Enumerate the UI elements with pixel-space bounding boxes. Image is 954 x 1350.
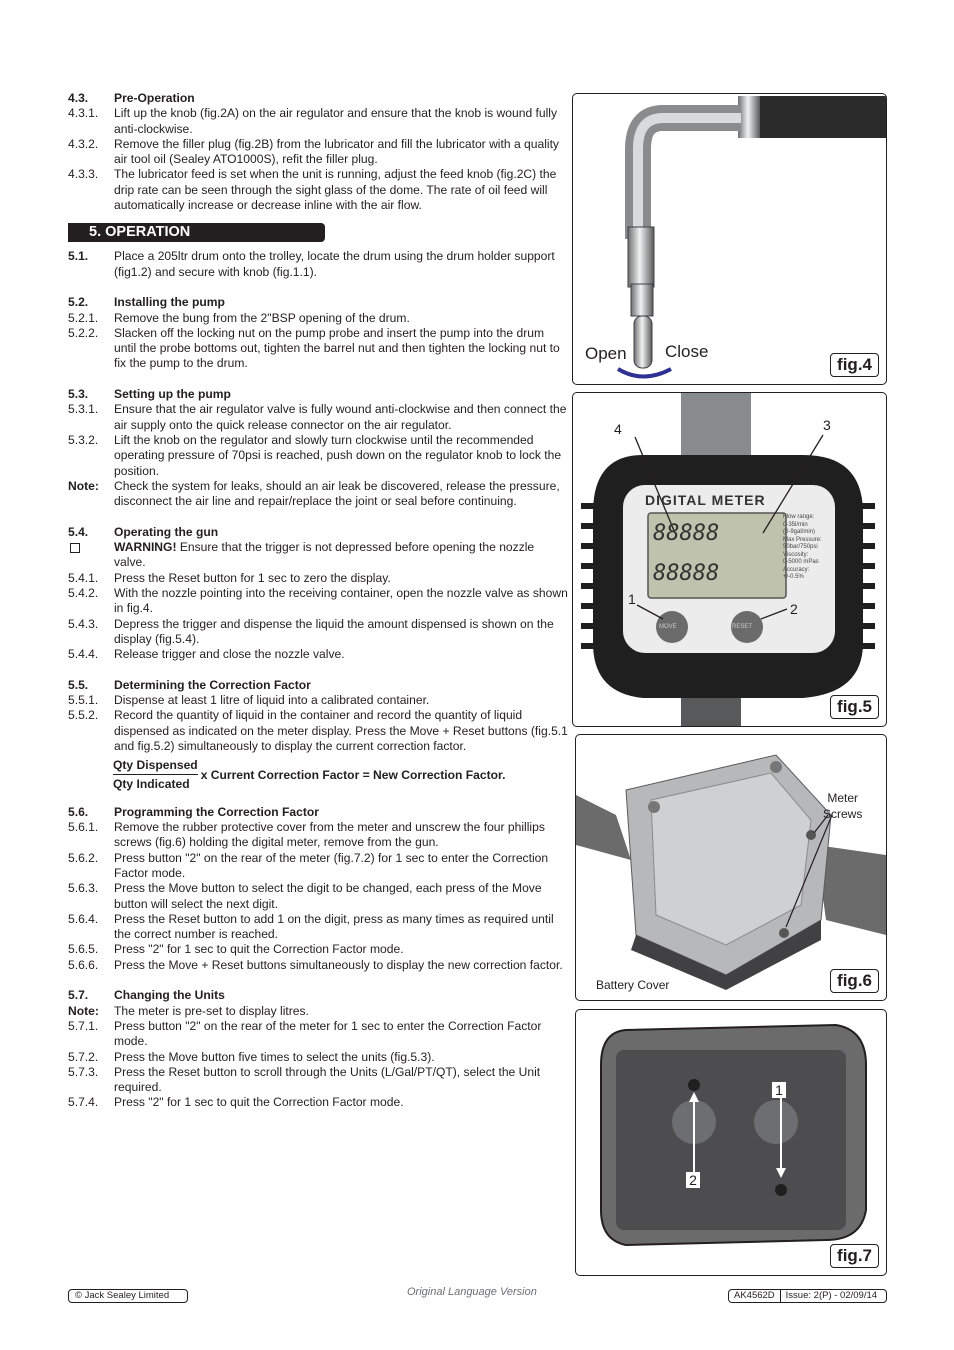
- figure-7: [575, 1009, 887, 1276]
- step-5-1: 5.1. Place a 205ltr drum onto the trolley, locate the drum using the drum holder support (fig1.2) and secure with knob (fig.1.1).: [68, 249, 555, 279]
- list-5-4: [68, 571, 568, 663]
- list-item: 5.6.2. Press button "2" on the rear of the meter (fig.7.2) for 1 sec to enter the Correction Factor mode.: [68, 850, 549, 880]
- callout-2: 2: [790, 601, 798, 617]
- spec-line: Viscosity:: [783, 551, 809, 558]
- instructions-column: [68, 91, 568, 1111]
- figure-label: fig.5: [830, 695, 879, 719]
- meter-screws-label: Meter Screws: [823, 791, 863, 821]
- spec-line: (0-9gal/min): [783, 529, 816, 535]
- section-heading: 5.5. Determining the Correction Factor: [68, 677, 311, 692]
- list-item: 5.3.2. Lift the knob on the regulator and slowly turn clockwise until the recommended operating pressure of 70psi is reached, push down on the regulator knob to lock the position.: [68, 432, 562, 478]
- list-item: 5.7.3. Press the Reset button to scroll through the Units (L/Gal/PT/QT), select the Unit required.: [68, 1064, 541, 1095]
- meter-housing-illustration: [576, 735, 886, 1000]
- section-header-operation: 5. OPERATION: [68, 223, 325, 242]
- warning-row: WARNING! Ensure that the trigger is not depressed before opening the nozzle valve.: [68, 540, 568, 571]
- list-4-3: [68, 106, 568, 213]
- close-label: Close: [665, 342, 709, 361]
- footer-copyright: © Jack Sealey Limited: [68, 1289, 188, 1303]
- meter-title: DIGITAL METER: [645, 492, 766, 508]
- meter-rear-illustration: [576, 1010, 886, 1275]
- list-item: 4.3.3. The lubricator feed is set when the unit is running, adjust the feed knob (fig.2C) the drip rate can be seen through the sight glass of the dome. The rate of oil feed will automatically increase or decrease inline with the air flow.: [68, 167, 557, 213]
- section-heading: 5.2. Installing the pump: [68, 295, 225, 310]
- footer-issue: Issue: 2(P) - 02/09/14: [785, 1290, 878, 1301]
- list-item: 5.7.1. Press button "2" on the rear of the meter for 1 sec to enter the Correction Factor mode.: [68, 1018, 542, 1049]
- callout-1: 1: [772, 1082, 786, 1098]
- list-item: 5.6.6. Press the Move + Reset buttons simultaneously to display the new correction factor.: [68, 957, 563, 972]
- list-item: 5.6.1. Remove the rubber protective cover from the meter and unscrew the four phillips screws (fig.6) holding the digital meter, remove from the gun.: [68, 820, 545, 850]
- reset-button-label: RESET: [732, 624, 753, 630]
- section-heading: 5.3. Setting up the pump: [68, 387, 231, 402]
- list-5-7: [68, 1019, 568, 1111]
- lcd-bottom-digits: 88888: [653, 561, 720, 586]
- spec-line: Flow range:: [783, 514, 815, 520]
- callout-2: 2: [686, 1172, 700, 1188]
- spec-line: Accuracy:: [783, 566, 810, 573]
- figure-label: fig.4: [830, 353, 879, 377]
- figure-label: fig.7: [830, 1244, 879, 1268]
- spec-line: Max Pressure:: [783, 536, 822, 543]
- figure-4: [572, 93, 887, 385]
- list-item: 5.6.4. Press the Reset button to add 1 on the digit, press as many times as required until the correct number is reached.: [68, 911, 554, 942]
- lcd-top-digits: 88888: [653, 521, 720, 546]
- list-5-3: [68, 402, 568, 478]
- list-item: 5.6.5. Press "2" for 1 sec to quit the Correction Factor mode.: [68, 942, 404, 957]
- nozzle-illustration: [573, 94, 886, 384]
- note-5-7: Note: The meter is pre-set to display litres.: [68, 1003, 309, 1018]
- section-heading: 5.6. Programming the Correction Factor: [68, 804, 319, 819]
- list-item: 5.3.1. Ensure that the air regulator valve is fully wound anti-clockwise and then connect the air supply onto the quick release connector on the air regulator.: [68, 402, 567, 432]
- spec-line: 50bar/750psi: [783, 544, 818, 550]
- callout-1: 1: [628, 591, 636, 607]
- spec-line: 0-35l/min: [783, 521, 808, 528]
- footer-language-version: Original Language Version: [407, 1286, 537, 1298]
- list-5-5: [68, 693, 568, 754]
- battery-cover-label: Battery Cover: [596, 978, 670, 992]
- list-item: 5.5.1. Dispense at least 1 litre of liquid into a calibrated container.: [68, 692, 430, 707]
- list-item: 4.3.1. Lift up the knob (fig.2A) on the air regulator and ensure that the knob is wound fully anti-clockwise.: [68, 106, 558, 136]
- correction-formula: $\frac{\text{Qty Dispensed}}{\text{Qty Indicated}}$ x Current Correction Factor = New Correction Factor.: [113, 758, 506, 792]
- list-item: 5.4.3. Depress the trigger and dispense the liquid the amount dispensed is shown on the display (fig.5.4).: [68, 616, 554, 646]
- list-item: 5.7.2. Press the Move button five times to select the units (fig.5.3).: [68, 1049, 435, 1064]
- list-item: 4.3.2. Remove the filler plug (fig.2B) from the lubricator and fill the lubricator with a quality air tool oil (Sealey ATO1000S), refit the filler plug.: [68, 136, 559, 167]
- meter-spec-text: [783, 514, 822, 582]
- figure-6: [575, 734, 887, 1001]
- list-item: 5.5.2. Record the quantity of liquid in the container and record the quantity of liquid dispensed as indicated on the meter display. Press the Move + Reset buttons (fig.5.1 and fig.5.2) simultaneously to display the current correction factor.: [68, 708, 568, 753]
- list-item: 5.2.1. Remove the bung from the 2"BSP opening of the drum.: [68, 310, 410, 325]
- spec-line: +/-0.5%: [783, 574, 804, 580]
- warning-checkbox-icon: [70, 543, 80, 553]
- section-heading: 5.4. Operating the gun: [68, 524, 219, 539]
- section-heading: 4.3. Pre-Operation: [68, 91, 195, 105]
- figure-label: fig.6: [830, 969, 879, 993]
- list-5-2: [68, 311, 568, 372]
- footer-issue-box: [728, 1289, 887, 1303]
- spec-line: 0-5000 mPas: [783, 559, 819, 565]
- callout-4: 4: [614, 421, 622, 437]
- list-item: 5.4.2. With the nozzle pointing into the receiving container, open the nozzle valve as shown in fig.4.: [68, 585, 568, 616]
- callout-3: 3: [823, 417, 831, 433]
- list-5-6: [68, 820, 568, 973]
- digital-meter-illustration: [573, 393, 886, 726]
- move-button-label: MOVE: [659, 624, 677, 630]
- list-item: 5.7.4. Press "2" for 1 sec to quit the Correction Factor mode.: [68, 1095, 404, 1110]
- list-item: 5.2.2. Slacken off the locking nut on the pump probe and insert the pump into the drum until the probe bottoms out, tighten the barrel nut and then tighten the locking nut to fix the pump to the drum.: [68, 325, 560, 371]
- open-label: Open: [585, 344, 627, 363]
- footer-code: AK4562D: [729, 1290, 781, 1302]
- section-heading: 5.7. Changing the Units: [68, 988, 225, 1003]
- list-item: 5.4.1. Press the Reset button for 1 sec to zero the display.: [68, 570, 391, 585]
- list-item: 5.6.3. Press the Move button to select the digit to be changed, each press of the Move button will select the next digit.: [68, 881, 542, 911]
- note-5-3: Note: Check the system for leaks, should an air leak be discovered, release the pressure, disconnect the air line and repair/replace the joint or seal before continuing.: [68, 478, 560, 509]
- figure-5: [572, 392, 887, 727]
- list-item: 5.4.4. Release trigger and close the nozzle valve.: [68, 647, 345, 662]
